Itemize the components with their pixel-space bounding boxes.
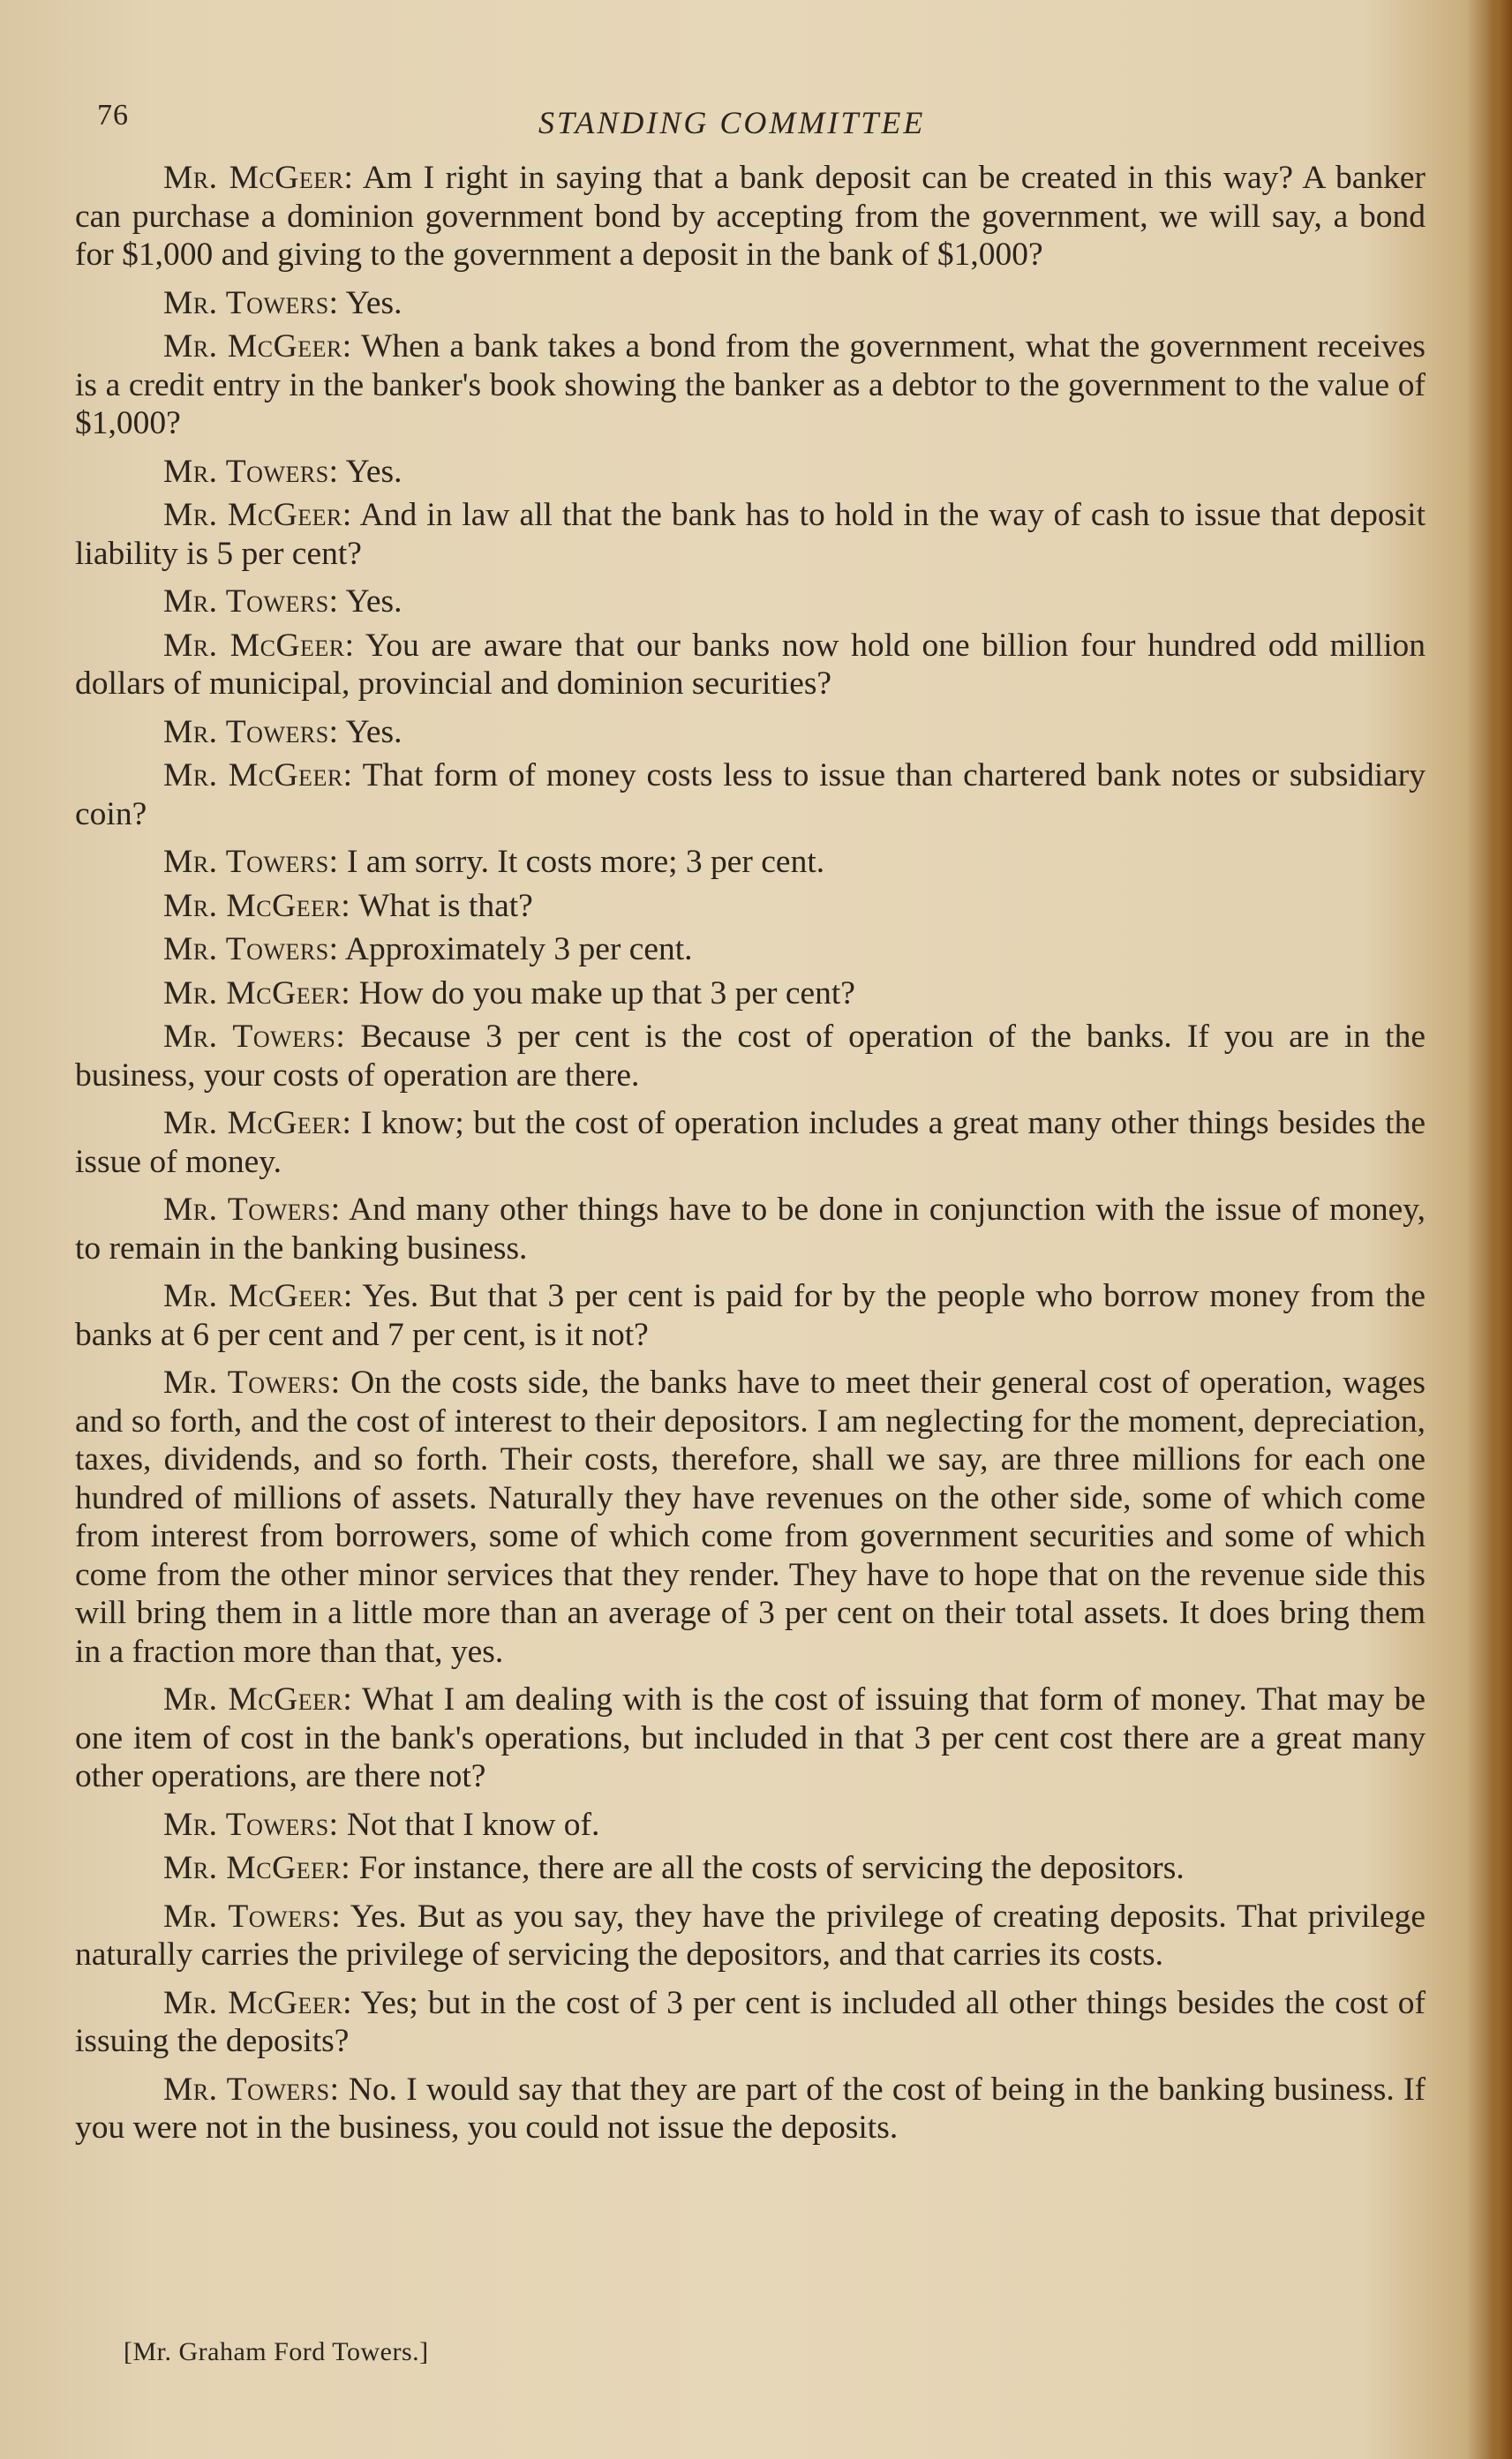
speaker-name: Mr. Towers: [163,453,339,490]
transcript-paragraph [75,887,1425,926]
transcript-paragraph [75,713,1425,752]
transcript-paragraph [75,1104,1425,1181]
speaker-name: Mr. Towers: [163,1806,339,1843]
speaker-name: Mr. McGeer: [163,497,352,533]
paragraph-text: Approximately 3 per cent. [344,931,693,967]
transcript-paragraph [75,627,1425,703]
paragraph-text: What I am dealing with is the cost of issuing that form of money. That may be one item of cost in the bank's operations, but included in that 3 per cent cost there are a great many other operations, are there not? [75,1681,1425,1794]
speaker-name: Mr. Towers: [163,931,339,967]
running-head: STANDING COMMITTEE [538,105,926,140]
paragraph-text: On the costs side, the banks have to meet their general cost of operation, wages and so forth, and the cost of interest to their depositors. I am neglecting for the moment, depreciation, taxes, dividends, and so forth. Their costs, therefore, shall we say, are three millions for each one hundred of millions of assets. Naturally they have revenues on the other side, some of which come from interest from borrowers, some of which come from government securities and some of which come from the other minor services that they render. They have to hope that on the revenue side this will bring them in a little more than an average of 3 per cent on their total assets. It does bring them in a fraction more than that, yes. [75,1365,1426,1670]
speaker-name: Mr. McGeer: [163,1984,352,2021]
transcript-paragraph [75,756,1425,833]
paragraph-text: And many other things have to be done in conjunction with the issue of money, to remain in the banking business. [75,1192,1425,1267]
paragraph-text: Yes. [345,713,402,750]
paragraph-text: Yes. But as you say, they have the privilege of creating deposits. That privilege naturally carries the privilege of servicing the depositors, and that carries its costs. [75,1898,1425,1973]
page-header [97,99,1421,152]
transcript-paragraph [75,496,1425,573]
paragraph-text: Not that I know of. [346,1806,600,1843]
transcript-paragraph [75,583,1425,621]
speaker-footnote: [Mr. Graham Ford Towers.] [124,2337,429,2366]
speaker-name: Mr. McGeer: [163,1681,353,1718]
speaker-name: Mr. Towers: [163,284,339,321]
speaker-name: Mr. McGeer: [163,627,355,664]
transcript-paragraph [75,453,1425,492]
transcript-paragraph [75,159,1425,274]
transcript-paragraph [75,284,1425,323]
page-number: 76 [97,99,129,132]
speaker-name: Mr. Towers: [163,583,339,620]
paragraph-text: When a bank takes a bond from the government, what the government receives is a credit entry in the banker's book showing the banker as a debtor to the government to the value of $1,000? [75,328,1426,441]
transcript-paragraph [75,1806,1425,1845]
book-spine-edge [1489,0,1512,2459]
speaker-name: Mr. McGeer: [163,160,354,196]
speaker-name: Mr. McGeer: [163,757,353,793]
transcript-paragraph [75,843,1425,882]
speaker-name: Mr. Towers: [163,1019,346,1055]
transcript-paragraph [75,327,1425,443]
transcript-body [75,159,1425,2157]
transcript-paragraph [75,1681,1425,1796]
paragraph-text: Yes. [345,453,402,490]
transcript-paragraph [75,930,1425,969]
paragraph-text: Yes; but in the cost of 3 per cent is included all other things besides the cost of issuing the deposits? [75,1984,1426,2059]
speaker-name: Mr. McGeer: [163,887,351,924]
paragraph-text: And in law all that the bank has to hold in the way of cash to issue that deposit liability is 5 per cent? [75,497,1425,572]
paragraph-text: How do you make up that 3 per cent? [358,974,855,1011]
speaker-name: Mr. McGeer: [163,1278,353,1314]
speaker-name: Mr. Towers: [163,1192,341,1228]
transcript-paragraph [75,1849,1425,1888]
transcript-paragraph [75,1018,1425,1094]
speaker-name: Mr. McGeer: [163,1105,352,1141]
paragraph-text: I am sorry. It costs more; 3 per cent. [346,844,825,880]
transcript-paragraph [75,1364,1425,1671]
paragraph-text: Because 3 per cent is the cost of operation of the banks. If you are in the business, your costs of operation are there. [75,1019,1425,1094]
paragraph-text: I know; but the cost of operation includes a great many other things besides the issue of money. [75,1105,1425,1180]
speaker-name: Mr. McGeer: [163,328,352,365]
paragraph-text: Yes. But that 3 per cent is paid for by the people who borrow money from the banks at 6 per cent and 7 per cent, is it not? [75,1278,1426,1353]
paragraph-text: Yes. [345,583,402,620]
paragraph-text: Am I right in saying that a bank deposit can be created in this way? A banker can purchase a dominion government bond by accepting from the government, we will say, a bond for $1,000 and giving to the government a deposit in the bank of $1,000? [75,160,1425,273]
paragraph-text: You are aware that our banks now hold one billion four hundred odd million dollars of municipal, provincial and dominion securities? [75,627,1426,702]
transcript-paragraph [75,1191,1425,1267]
transcript-paragraph [75,1277,1425,1354]
speaker-name: Mr. McGeer: [163,1850,351,1886]
paragraph-text: For instance, there are all the costs of servicing the depositors. [358,1850,1185,1886]
transcript-paragraph [75,1898,1425,1974]
speaker-name: Mr. Towers: [163,1365,341,1401]
paragraph-text: No. I would say that they are part of the cost of being in the banking business. If you were not in the business, you could not issue the deposits. [75,2071,1425,2146]
transcript-paragraph [75,1984,1425,2061]
speaker-name: Mr. McGeer: [163,974,351,1011]
speaker-name: Mr. Towers: [163,1898,342,1935]
paragraph-text: Yes. [345,284,402,321]
paragraph-text: What is that? [357,887,533,924]
speaker-name: Mr. Towers: [163,2071,340,2108]
speaker-name: Mr. Towers: [163,713,339,750]
paragraph-text: That form of money costs less to issue than chartered bank notes or subsidiary coin? [75,757,1425,832]
transcript-paragraph [75,974,1425,1013]
transcript-paragraph [75,2071,1425,2147]
speaker-name: Mr. Towers: [163,844,339,880]
